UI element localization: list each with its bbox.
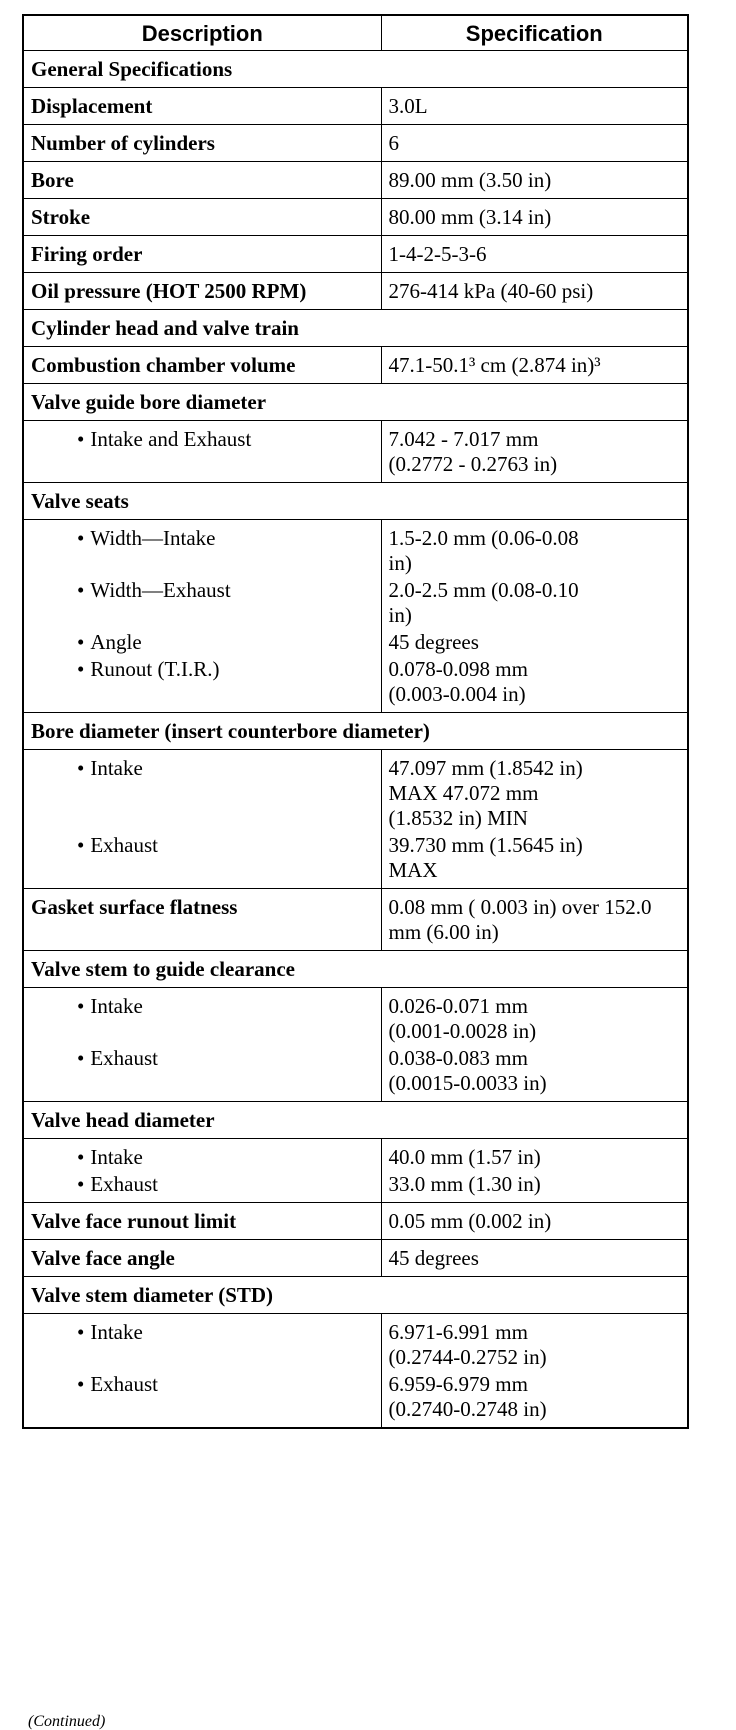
sub-item-label: Angle — [90, 630, 142, 654]
spec-row — [23, 236, 688, 273]
spec-label: Valve face angle — [23, 1240, 381, 1277]
sub-spec-row — [23, 1314, 688, 1429]
value-line: (0.2740-0.2748 in) — [388, 1397, 547, 1421]
spec-value: 0.08 mm ( 0.003 in) over 152.0 mm (6.00 in) — [381, 889, 688, 951]
spec-value: 47.1-50.1³ cm (2.874 in)³ — [381, 347, 688, 384]
sub-item-value — [389, 1172, 681, 1197]
sub-item — [31, 994, 374, 1044]
bullet-icon: • — [77, 1320, 85, 1344]
spec-row — [23, 125, 688, 162]
section-row — [23, 384, 688, 421]
bullet-icon: • — [77, 427, 85, 451]
spec-label: Gasket surface flatness — [23, 889, 381, 951]
bullet-icon: • — [77, 1046, 85, 1070]
table-header-row — [23, 15, 688, 51]
sub-spec-row — [23, 988, 688, 1102]
sub-spec-row — [23, 1139, 688, 1203]
sub-label-cell — [23, 520, 381, 713]
sub-label-cell — [23, 750, 381, 889]
spec-value: 3.0L — [381, 88, 688, 125]
value-line: 2.0-2.5 mm (0.08-0.10 — [388, 578, 579, 602]
sub-label-cell — [23, 1139, 381, 1203]
sub-item-label: Exhaust — [90, 1172, 159, 1196]
spec-value: 6 — [381, 125, 688, 162]
sub-item — [31, 657, 374, 707]
section-title: Valve seats — [23, 483, 688, 520]
value-line: 0.078-0.098 mm — [388, 657, 528, 681]
spec-label: Displacement — [23, 88, 381, 125]
bullet-icon: • — [77, 630, 85, 654]
value-line: 0.038-0.083 mm — [388, 1046, 528, 1070]
sub-item-label: Exhaust — [90, 1372, 159, 1396]
section-title: Valve guide bore diameter — [23, 384, 688, 421]
section-row — [23, 1102, 688, 1139]
sub-item-value — [389, 833, 681, 883]
spec-row — [23, 889, 688, 951]
sub-value-cell — [381, 1314, 688, 1429]
sub-item-label: Intake — [90, 994, 143, 1018]
value-line: (0.0015-0.0033 in) — [388, 1071, 547, 1095]
spec-row — [23, 1240, 688, 1277]
sub-item-value — [389, 1046, 681, 1096]
sub-item-value — [389, 578, 681, 628]
sub-item-label: Width—Intake — [90, 526, 216, 550]
value-line: 0.026-0.071 mm — [388, 994, 528, 1018]
sub-item-value — [389, 657, 681, 707]
section-row — [23, 51, 688, 88]
sub-item-value — [389, 427, 681, 477]
sub-item-value — [389, 1145, 681, 1170]
sub-value-cell — [381, 988, 688, 1102]
sub-item — [31, 1320, 374, 1370]
spec-row — [23, 199, 688, 236]
sub-item — [31, 1046, 374, 1096]
specification-header: Specification — [381, 15, 688, 51]
sub-item-label: Intake — [90, 756, 143, 780]
spec-label: Bore — [23, 162, 381, 199]
section-title: General Specifications — [23, 51, 688, 88]
sub-label-cell — [23, 1314, 381, 1429]
sub-spec-row — [23, 520, 688, 713]
value-line: 45 degrees — [388, 630, 479, 654]
sub-item — [31, 427, 374, 477]
bullet-icon: • — [77, 578, 85, 602]
sub-item-value — [389, 994, 681, 1044]
specification-table — [22, 14, 689, 1429]
sub-value-cell — [381, 520, 688, 713]
spec-value: 89.00 mm (3.50 in) — [381, 162, 688, 199]
sub-value-cell — [381, 421, 688, 483]
section-row — [23, 310, 688, 347]
continued-note: (Continued) — [28, 1713, 106, 1730]
sub-item-value — [389, 1372, 681, 1422]
sub-item-value — [389, 526, 681, 576]
spec-label: Firing order — [23, 236, 381, 273]
value-line: 1.5-2.0 mm (0.06-0.08 — [388, 526, 579, 550]
spec-row — [23, 88, 688, 125]
sub-item-label: Intake — [90, 1320, 143, 1344]
sub-item — [31, 578, 374, 628]
spec-label: Combustion chamber volume — [23, 347, 381, 384]
value-line: in) — [388, 551, 412, 575]
spec-row — [23, 273, 688, 310]
section-title: Cylinder head and valve train — [23, 310, 688, 347]
bullet-icon: • — [77, 833, 85, 857]
sub-value-cell — [381, 1139, 688, 1203]
sub-item-label: Runout (T.I.R.) — [90, 657, 220, 681]
sub-label-cell — [23, 421, 381, 483]
value-line: (0.001-0.0028 in) — [388, 1019, 537, 1043]
sub-item-value — [389, 630, 681, 655]
value-line: 33.0 mm (1.30 in) — [388, 1172, 541, 1196]
spec-label: Oil pressure (HOT 2500 RPM) — [23, 273, 381, 310]
value-line: (0.2744-0.2752 in) — [388, 1345, 547, 1369]
sub-value-cell — [381, 750, 688, 889]
sub-spec-row — [23, 421, 688, 483]
section-title: Bore diameter (insert counterbore diameter) — [23, 713, 688, 750]
value-line: MAX — [388, 858, 438, 882]
sub-item — [31, 1145, 374, 1170]
sub-item-label: Exhaust — [90, 833, 159, 857]
spec-value: 276-414 kPa (40-60 psi) — [381, 273, 688, 310]
sub-label-cell — [23, 988, 381, 1102]
value-line: 39.730 mm (1.5645 in) — [388, 833, 583, 857]
value-line: 6.971-6.991 mm — [388, 1320, 528, 1344]
sub-item-value — [389, 1320, 681, 1370]
sub-item-label: Intake and Exhaust — [90, 427, 252, 451]
section-row — [23, 713, 688, 750]
table-body — [23, 51, 688, 1429]
spec-value: 1-4-2-5-3-6 — [381, 236, 688, 273]
sub-item — [31, 526, 374, 576]
value-line: in) — [388, 603, 412, 627]
bullet-icon: • — [77, 657, 85, 681]
sub-item-label: Width—Exhaust — [90, 578, 231, 602]
value-line: (0.003-0.004 in) — [388, 682, 526, 706]
bullet-icon: • — [77, 526, 85, 550]
value-line: 6.959-6.979 mm — [388, 1372, 528, 1396]
spec-value: 0.05 mm (0.002 in) — [381, 1203, 688, 1240]
value-line: 40.0 mm (1.57 in) — [388, 1145, 541, 1169]
sub-item — [31, 833, 374, 883]
spec-label: Number of cylinders — [23, 125, 381, 162]
value-line: (0.2772 - 0.2763 in) — [388, 452, 558, 476]
sub-item — [31, 630, 374, 655]
sub-item — [31, 756, 374, 831]
sub-item-label: Exhaust — [90, 1046, 159, 1070]
section-row — [23, 1277, 688, 1314]
spec-label: Stroke — [23, 199, 381, 236]
spec-row — [23, 162, 688, 199]
spec-value: 80.00 mm (3.14 in) — [381, 199, 688, 236]
sub-item — [31, 1372, 374, 1422]
sub-item-label: Intake — [90, 1145, 143, 1169]
value-line: (1.8532 in) MIN — [388, 806, 528, 830]
value-line: MAX 47.072 mm — [388, 781, 539, 805]
bullet-icon: • — [77, 1372, 85, 1396]
bullet-icon: • — [77, 756, 85, 780]
spec-row — [23, 347, 688, 384]
sub-spec-row — [23, 750, 688, 889]
spec-row — [23, 1203, 688, 1240]
spec-value: 45 degrees — [381, 1240, 688, 1277]
bullet-icon: • — [77, 994, 85, 1018]
value-line: 7.042 - 7.017 mm — [388, 427, 539, 451]
section-title: Valve stem diameter (STD) — [23, 1277, 688, 1314]
spec-label: Valve face runout limit — [23, 1203, 381, 1240]
section-title: Valve head diameter — [23, 1102, 688, 1139]
sub-item-value — [389, 756, 681, 831]
description-header: Description — [23, 15, 381, 51]
value-line: 47.097 mm (1.8542 in) — [388, 756, 583, 780]
bullet-icon: • — [77, 1172, 85, 1196]
bullet-icon: • — [77, 1145, 85, 1169]
section-title: Valve stem to guide clearance — [23, 951, 688, 988]
sub-item — [31, 1172, 374, 1197]
section-row — [23, 951, 688, 988]
section-row — [23, 483, 688, 520]
